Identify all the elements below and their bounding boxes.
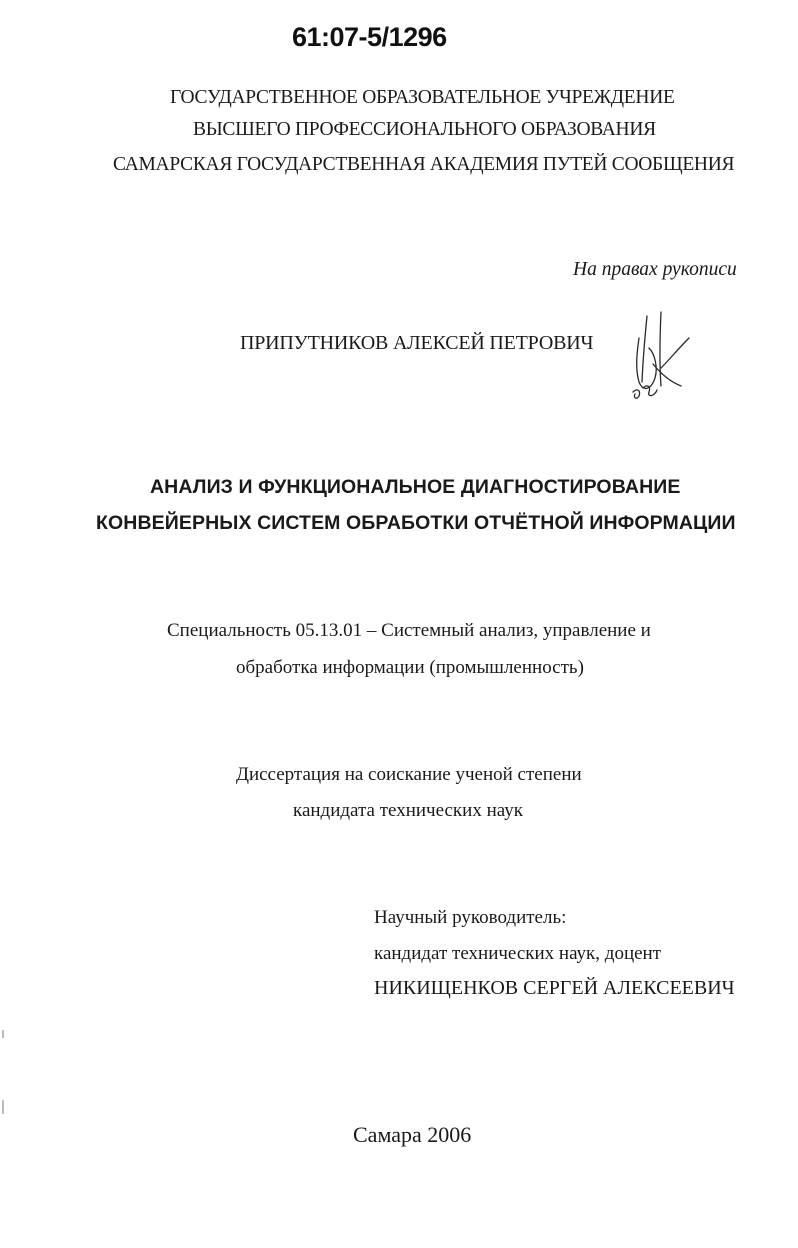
- manuscript-rights-note: На правах рукописи: [573, 259, 737, 280]
- dissertation-degree-line-1: Диссертация на соискание ученой степени: [236, 764, 582, 785]
- institution-line-2: ВЫСШЕГО ПРОФЕССИОНАЛЬНОГО ОБРАЗОВАНИЯ: [193, 119, 656, 140]
- institution-line-3: САМАРСКАЯ ГОСУДАРСТВЕННАЯ АКАДЕМИЯ ПУТЕЙ СООБЩЕНИЯ: [113, 154, 735, 175]
- supervisor-degree: кандидат технических наук, доцент: [374, 943, 662, 964]
- city-year: Самара 2006: [353, 1122, 472, 1147]
- dissertation-title-line-1: АНАЛИЗ И ФУНКЦИОНАЛЬНОЕ ДИАГНОСТИРОВАНИЕ: [150, 476, 681, 498]
- signature: [625, 308, 697, 404]
- supervisor-label: Научный руководитель:: [374, 907, 567, 928]
- institution-line-1: ГОСУДАРСТВЕННОЕ ОБРАЗОВАТЕЛЬНОЕ УЧРЕЖДЕНИЕ: [170, 87, 675, 108]
- author-name: ПРИПУТНИКОВ АЛЕКСЕЙ ПЕТРОВИЧ: [240, 332, 594, 354]
- scan-edge-mark: [2, 1030, 4, 1038]
- specialty-line-1: Специальность 05.13.01 – Системный анализ, управление и: [167, 620, 651, 641]
- specialty-line-2: обработка информации (промышленность): [236, 657, 584, 678]
- scan-edge-mark: [2, 1100, 4, 1114]
- supervisor-name: НИКИЩЕНКОВ СЕРГЕЙ АЛЕКСЕЕВИЧ: [374, 977, 735, 999]
- dissertation-degree-line-2: кандидата технических наук: [293, 800, 523, 821]
- catalog-number: 61:07-5/1296: [292, 22, 447, 52]
- dissertation-title-line-2: КОНВЕЙЕРНЫХ СИСТЕМ ОБРАБОТКИ ОТЧЁТНОЙ ИНФОРМАЦИИ: [96, 512, 736, 534]
